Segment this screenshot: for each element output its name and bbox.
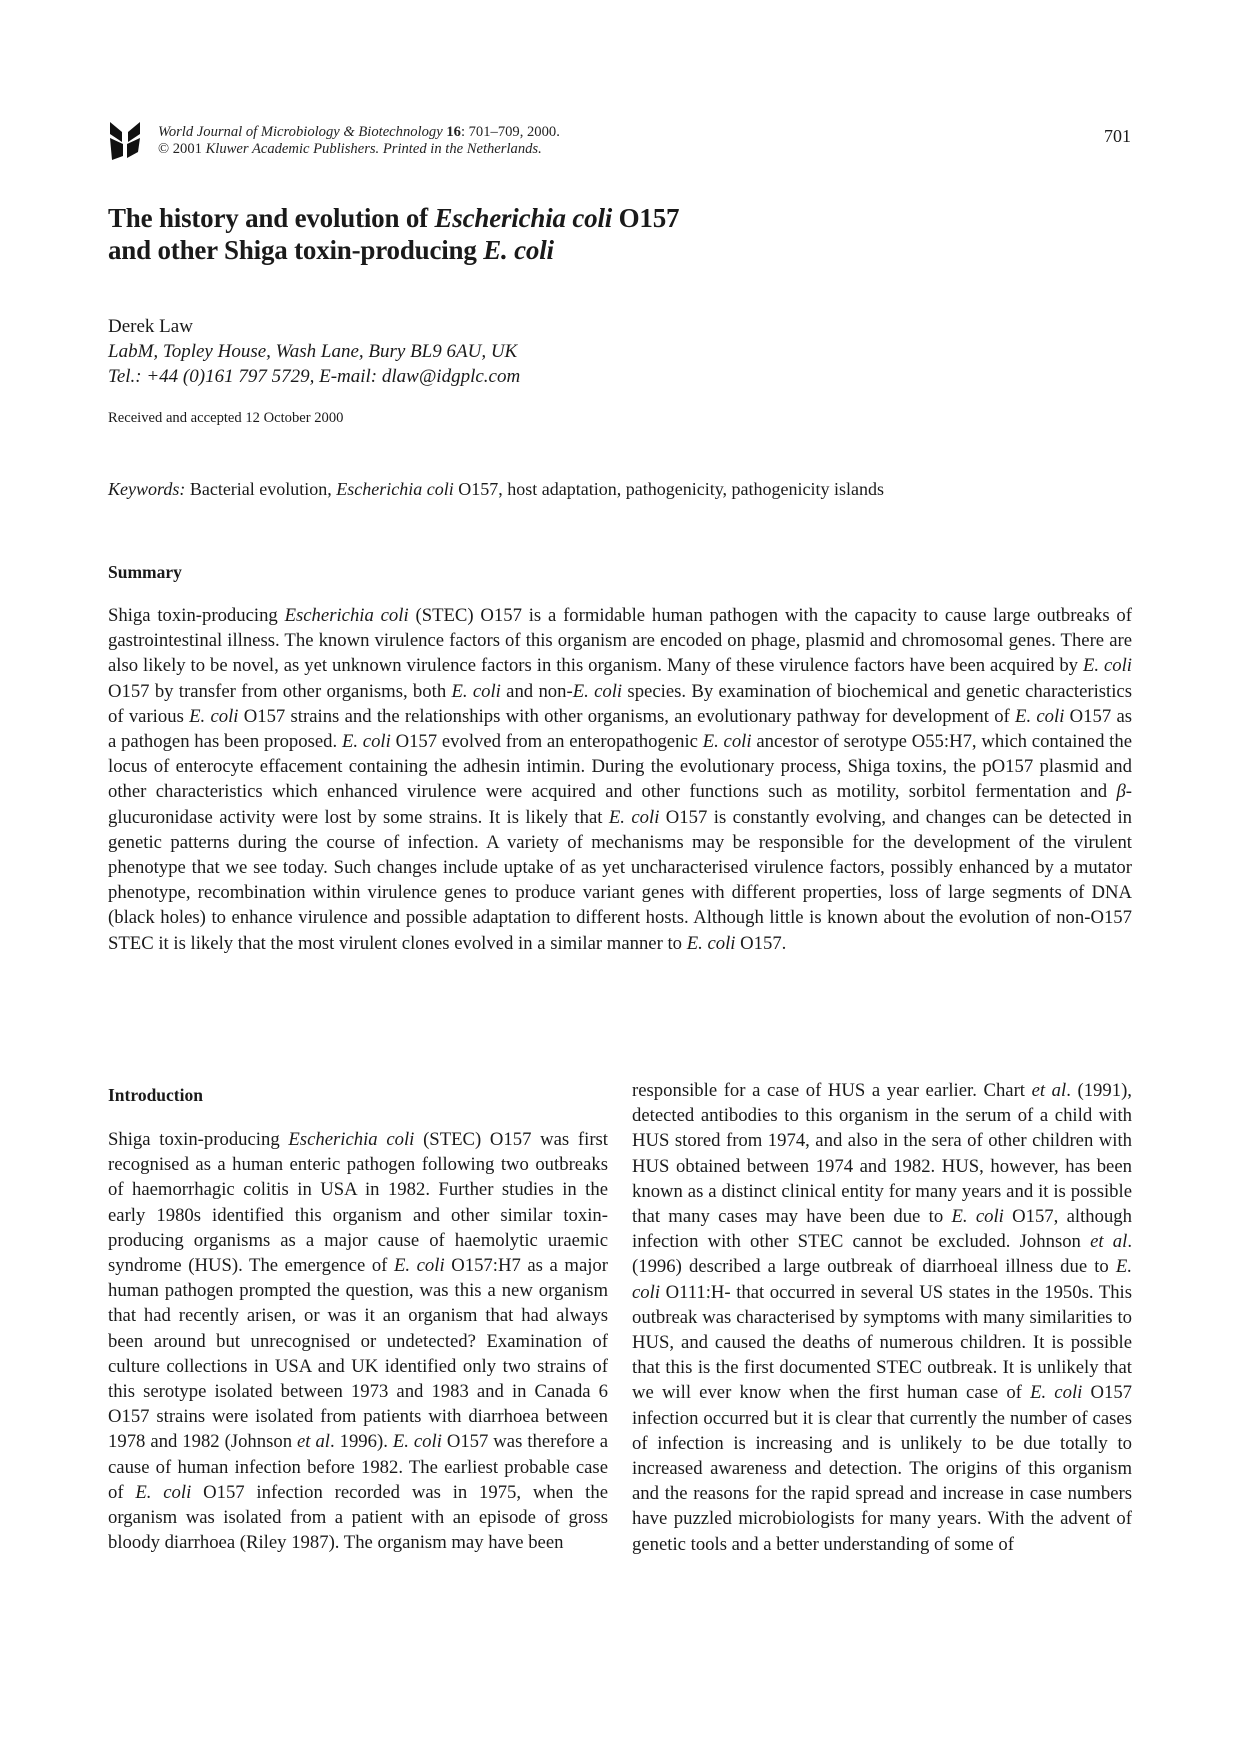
- author-affiliation: LabM, Topley House, Wash Lane, Bury BL9 6AU, UK: [108, 341, 518, 362]
- summary-heading: Summary: [108, 562, 182, 582]
- copyright-line: © 2001 Kluwer Academic Publishers. Printed in the Netherlands.: [158, 141, 542, 157]
- publisher-logo-icon: [108, 120, 142, 162]
- keywords: [108, 479, 884, 500]
- title-line-1: The history and evolution of Escherichia coli O157: [108, 203, 680, 233]
- received-date: Received and accepted 12 October 2000: [108, 410, 344, 426]
- introduction-right-column: responsible for a case of HUS a year earlier. Chart et al. (1991), detected antibodies to this organism in the serum of a child with HUS stored from 1974, and also in the sera of other children with HUS obtained between 1974 and 1982. HUS, however, has been known as a distinct clinical entity for many years and it is possible that many cases may have been due to E. coli O157, although infection with other STEC cannot be excluded. Johnson et al. (1996) described a large outbreak of diarrhoeal illness due to E. coli O111:H- that occurred in several US states in the 1950s. This outbreak was characterised by symptoms with many similarities to HUS, and caused the deaths of numerous children. It is possible that this is the first documented STEC outbreak. It is unlikely that we will ever know when the first human case of E. coli O157 infection occurred but it is clear that currently the number of cases of infection is increasing and is unlikely to be due totally to increased awareness and detection. The origins of this organism and the reasons for the rapid spread and increase in case numbers have puzzled microbiologists for many years. With the advent of genetic tools and a better understanding of some of: [632, 1080, 1133, 1555]
- keywords-list: Bacterial evolution, Escherichia coli O157, host adaptation, pathogenicity, pathogenicity islands: [185, 479, 885, 499]
- introduction-heading: Introduction: [108, 1085, 203, 1105]
- introduction-left-column: Shiga toxin-producing Escherichia coli (STEC) O157 was first recognised as a human enteric pathogen following two outbreaks of haemorrhagic colitis in USA in 1982. Further studies in the early 1980s identified this organism and other similar toxin-producing organisms as a major cause of haemolytic uraemic syndrome (HUS). The emergence of E. coli O157:H7 as a major human pathogen prompted the question, was this a new organism that had recently arisen, or was it an organism that had always been around but unrecognised or undetected? Examination of culture collections in USA and UK identified only two strains of this serotype isolated between 1973 and 1983 and in Canada 6 O157 strains were isolated from patients with diarrhoea between 1978 and 1982 (Johnson et al. 1996). E. coli O157 was therefore a cause of human infection before 1982. The earliest probable case of E. coli O157 infection recorded was in 1975, when the organism was isolated from a patient with an episode of gross bloody diarrhoea (Riley 1987). The organism may have been: [108, 1129, 609, 1554]
- author-block: [108, 314, 520, 389]
- journal-citation: World Journal of Microbiology & Biotechnology 16: 701–709, 2000.: [158, 124, 560, 140]
- keywords-label: Keywords:: [108, 479, 186, 499]
- title-line-2: and other Shiga toxin-producing E. coli: [108, 235, 554, 265]
- summary-paragraph: Shiga toxin-producing Escherichia coli (STEC) O157 is a formidable human pathogen with the capacity to cause large outbreaks of gastrointestinal illness. The known virulence factors of this organism are encoded on phage, plasmid and chromosomal genes. There are also likely to be novel, as yet unknown virulence factors in this organism. Many of these virulence factors have been acquired by E. coli O157 by transfer from other organisms, both E. coli and non-E. coli species. By examination of biochemical and genetic characteristics of various E. coli O157 strains and the relationships with other organisms, an evolutionary pathway for development of E. coli O157 as a pathogen has been proposed. E. coli O157 evolved from an enteropathogenic E. coli ancestor of serotype O55:H7, which contained the locus of enterocyte effacement containing the adhesin intimin. During the evolutionary process, Shiga toxins, the pO157 plasmid and other characteristics which enhanced virulence were acquired and other functions such as motility, sorbitol fermentation and β-glucuronidase activity were lost by some strains. It is likely that E. coli O157 is constantly evolving, and changes can be detected in genetic patterns during the course of infection. A variety of mechanisms may be responsible for the development of the virulent phenotype that we see today. Such changes include uptake of as yet uncharacterised virulence factors, possibly enhanced by a mutator phenotype, recombination within virulence genes to produce variant genes with different properties, loss of large segments of DNA (black holes) to enhance virulence and possible adaptation to different hosts. Although little is known about the evolution of non-O157 STEC it is likely that the most virulent clones evolved in a similar manner to E. coli O157.: [108, 605, 1133, 954]
- journal-header: [158, 124, 560, 158]
- author-name: Derek Law: [108, 316, 193, 337]
- author-contact: Tel.: +44 (0)161 797 5729, E-mail: dlaw@idgplc.com: [108, 366, 521, 387]
- article-title: [108, 202, 679, 266]
- page-number: 701: [1104, 126, 1131, 146]
